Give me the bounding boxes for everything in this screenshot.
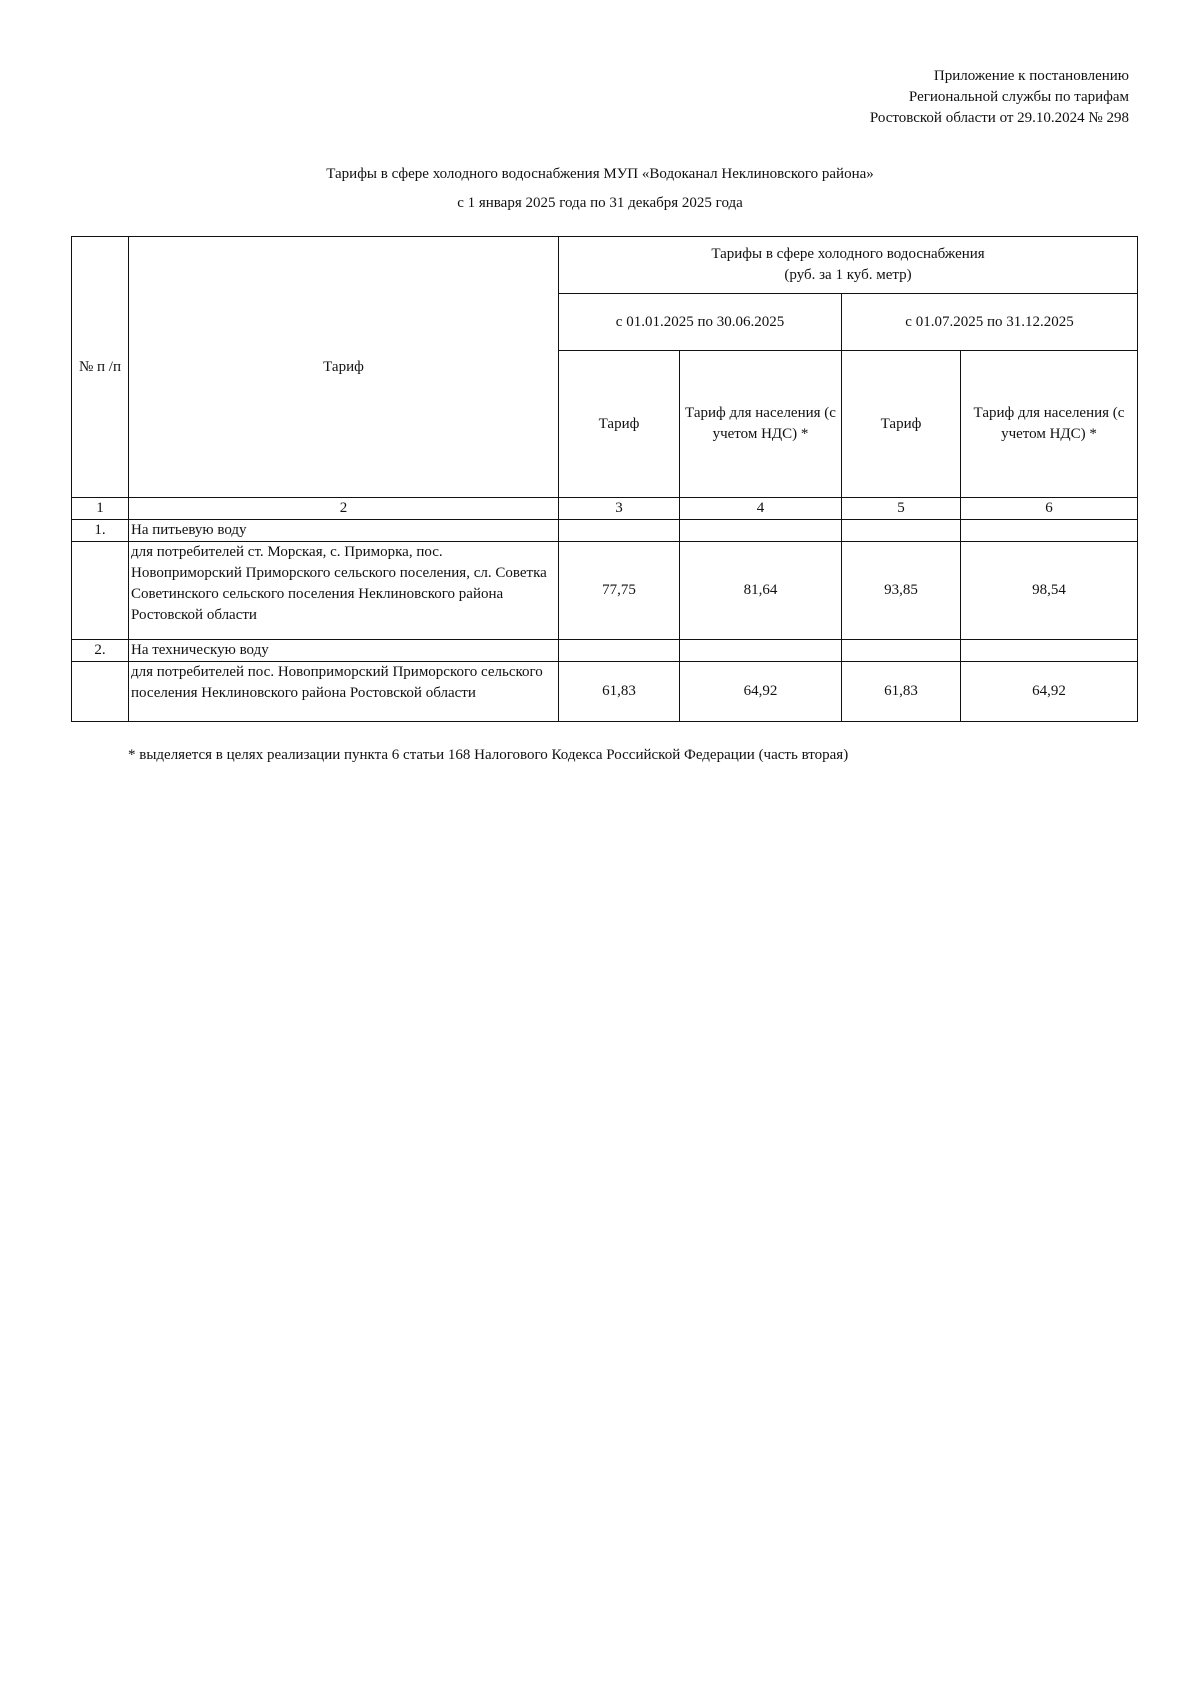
section-row (72, 640, 1138, 662)
row-tariff-p1: 61,83 (559, 662, 680, 722)
table-row (72, 542, 1138, 640)
column-number: 3 (559, 498, 680, 520)
row-population-p2: 64,92 (961, 662, 1138, 722)
tariff-table (71, 236, 1138, 722)
header-group-line-1: Тарифы в сфере холодного водоснабжения (711, 246, 985, 262)
table-row (72, 662, 1138, 722)
document-title: Тарифы в сфере холодного водоснабжения МУП «Водоканал Неклиновского района» (326, 166, 874, 182)
column-number: 5 (842, 498, 961, 520)
column-number-row (72, 498, 1138, 520)
appendix-header (870, 66, 1129, 129)
document-period: с 1 января 2025 года по 31 декабря 2025 года (457, 195, 743, 211)
column-number: 1 (72, 498, 129, 520)
row-population-p1: 64,92 (680, 662, 842, 722)
header-period-1: с 01.01.2025 по 30.06.2025 (559, 294, 842, 351)
header-tariff: Тариф (129, 237, 559, 498)
row-description: для потребителей пос. Новоприморский Приморского сельского поселения Неклиновского района Ростовской области (129, 662, 559, 722)
header-group (559, 237, 1138, 294)
appendix-line-3: Ростовской области от 29.10.2024 № 298 (869, 110, 1129, 126)
section-num: 2. (72, 640, 129, 662)
header-group-line-2: (руб. за 1 куб. метр) (784, 267, 912, 283)
footnote: * выделяется в целях реализации пункта 6 статьи 168 Налогового Кодекса Российской Федерации (часть вторая) (128, 747, 849, 763)
header-col-tariff-p1: Тариф (559, 351, 680, 498)
header-col-population-p1: Тариф для населения (с учетом НДС) * (680, 351, 842, 498)
row-tariff-p1: 77,75 (559, 542, 680, 640)
section-name: На питьевую воду (129, 520, 559, 542)
row-description: для потребителей ст. Морская, с. Приморка, пос. Новоприморский Приморского сельского поселения, сл. Советка Советинского сельского поселения Неклиновского района Ростовской области (129, 542, 559, 640)
column-number: 2 (129, 498, 559, 520)
appendix-line-1: Приложение к постановлению (933, 68, 1129, 84)
appendix-line-2: Региональной службы по тарифам (908, 89, 1129, 105)
row-population-p1: 81,64 (680, 542, 842, 640)
row-tariff-p2: 93,85 (842, 542, 961, 640)
header-period-2: с 01.07.2025 по 31.12.2025 (842, 294, 1138, 351)
column-number: 4 (680, 498, 842, 520)
column-number: 6 (961, 498, 1138, 520)
row-tariff-p2: 61,83 (842, 662, 961, 722)
section-row (72, 520, 1138, 542)
section-name: На техническую воду (129, 640, 559, 662)
row-population-p2: 98,54 (961, 542, 1138, 640)
header-col-population-p2: Тариф для населения (с учетом НДС) * (961, 351, 1138, 498)
header-num: № п /п (72, 237, 129, 498)
header-col-tariff-p2: Тариф (842, 351, 961, 498)
section-num: 1. (72, 520, 129, 542)
